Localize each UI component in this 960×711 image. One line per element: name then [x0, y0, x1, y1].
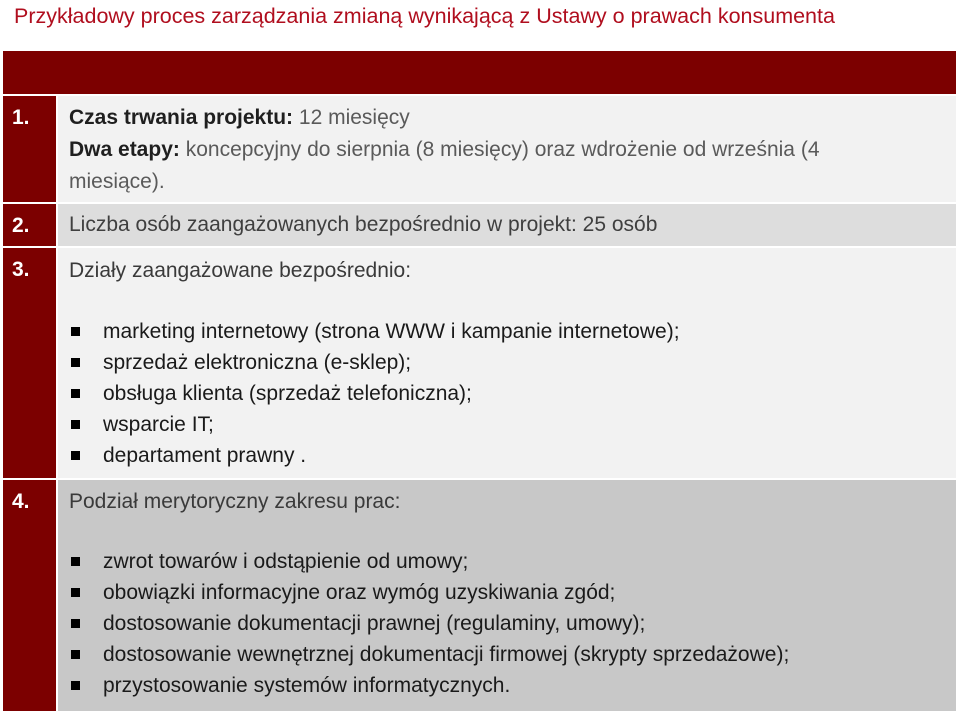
departments-list [71, 316, 680, 471]
list-item: wsparcie IT; [71, 409, 680, 440]
slide-title: Przykładowy proces zarządzania zmianą wynikającą z Ustawy o prawach konsumenta [14, 4, 835, 28]
row-content [58, 204, 956, 246]
list-item: sprzedaż elektroniczna (e-sklep); [71, 347, 680, 378]
row-content [58, 480, 956, 711]
table-row [3, 248, 956, 478]
bullet-square-icon [71, 588, 80, 597]
bullet-square-icon [71, 681, 80, 690]
bullet-square-icon [71, 389, 80, 398]
row-content [58, 248, 956, 478]
table-row [3, 96, 956, 202]
row-number: 3. [3, 248, 56, 478]
people-count: Liczba osób zaangażowanych bezpośrednio w projekt: 25 osób [69, 213, 658, 236]
scope-list [71, 546, 789, 701]
row-number: 4. [3, 480, 56, 711]
bullet-square-icon [71, 557, 80, 566]
table-row [3, 480, 956, 711]
list-item: departament prawny . [71, 440, 680, 471]
project-stages: Dwa etapy: koncepcyjny do sierpnia (8 miesięcy) oraz wdrożenie od września (4 [69, 138, 820, 161]
list-item: marketing internetowy (strona WWW i kampanie internetowe); [71, 316, 680, 347]
project-duration: Czas trwania projektu: 12 miesięcy [69, 106, 410, 129]
list-item: dostosowanie wewnętrznej dokumentacji firmowej (skrypty sprzedażowe); [71, 639, 789, 670]
bullet-square-icon [71, 358, 80, 367]
bullet-square-icon [71, 619, 80, 628]
list-item-highlighted: przystosowanie systemów informatycznych. [71, 670, 789, 701]
list-item: obowiązki informacyjne oraz wymóg uzyskiwania zgód; [71, 577, 789, 608]
table-header-bar [3, 51, 956, 94]
list-item: dostosowanie dokumentacji prawnej (regulaminy, umowy); [71, 608, 789, 639]
content-table [3, 96, 956, 711]
scope-heading: Podział merytoryczny zakresu prac: [69, 490, 401, 513]
table-row [3, 204, 956, 246]
departments-heading: Działy zaangażowane bezpośrednio: [69, 259, 412, 282]
bullet-square-icon [71, 420, 80, 429]
bullet-square-icon [71, 327, 80, 336]
project-stages-continued: miesiące). [69, 170, 165, 193]
row-content [58, 96, 956, 202]
bullet-square-icon [71, 650, 80, 659]
list-item: zwrot towarów i odstąpienie od umowy; [71, 546, 789, 577]
bullet-square-icon [71, 451, 80, 460]
list-item: obsługa klienta (sprzedaż telefoniczna); [71, 378, 680, 409]
row-number: 1. [3, 96, 56, 202]
row-number: 2. [3, 204, 56, 246]
